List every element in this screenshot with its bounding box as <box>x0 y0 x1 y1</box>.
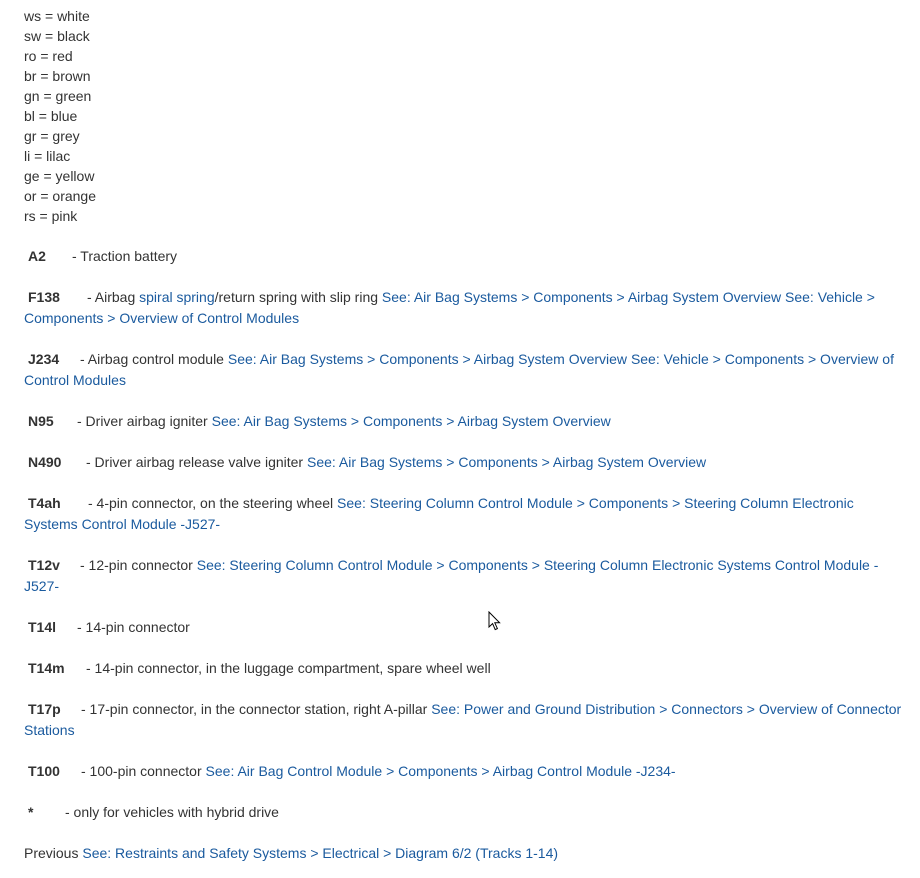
component-description: - Airbag control module <box>80 351 228 367</box>
component-description: - Driver airbag igniter <box>77 413 212 429</box>
legend-item: bl = blue <box>24 108 78 124</box>
see-link[interactable]: See: Air Bag Systems > Components > Airbag System Overview <box>227 351 628 367</box>
component-description: - 17-pin connector, in the connector station, right A-pillar <box>81 701 432 717</box>
component-description: - 14-pin connector, in the luggage compartment, spare wheel well <box>86 660 491 676</box>
see-link[interactable]: See: Steering Column Control Module > Components > Steering Column Electronic Systems Control Module -J527- <box>24 557 879 594</box>
component-list <box>24 246 910 823</box>
legend-item: br = brown <box>24 68 91 84</box>
component-description: - 4-pin connector, on the steering wheel <box>88 495 338 511</box>
component-description: - only for vehicles with hybrid drive <box>65 804 279 820</box>
component-entry-f138 <box>24 287 910 329</box>
see-link[interactable]: See: Vehicle > Components > Overview of Control Modules <box>24 351 894 388</box>
component-description: - 100-pin connector <box>81 763 206 779</box>
legend-item: ws = white <box>24 8 90 24</box>
previous-link[interactable]: See: Restraints and Safety Systems > Electrical > Diagram 6/2 (Tracks 1-14) <box>82 845 559 861</box>
component-entry-t14l <box>24 617 910 638</box>
see-link[interactable]: See: Air Bag Systems > Components > Airbag System Overview <box>306 454 707 470</box>
see-link[interactable]: See: Air Bag Control Module > Components > Airbag Control Module -J234- <box>205 763 676 779</box>
spacer <box>24 226 910 246</box>
see-link[interactable]: See: Power and Ground Distribution > Connectors > Overview of Connector Stations <box>24 701 902 738</box>
see-link[interactable]: See: Air Bag Systems > Components > Airbag System Overview <box>211 413 611 429</box>
component-entry-n95 <box>24 411 910 432</box>
legend-item: rs = pink <box>24 208 78 224</box>
document-body <box>24 6 910 878</box>
component-description: - Airbag <box>87 289 140 305</box>
component-code: J234 <box>28 351 60 367</box>
component-entry-n490 <box>24 452 910 473</box>
previous-label: Previous <box>24 845 83 861</box>
color-legend <box>24 6 910 226</box>
component-entry-t12v <box>24 555 910 597</box>
component-description-cont: /return spring with slip ring <box>214 289 382 305</box>
see-link[interactable]: See: Steering Column Control Module > Components > Steering Column Electronic Systems Control Module -J527- <box>24 495 854 532</box>
component-code: T12v <box>28 557 60 573</box>
component-entry-t4ah <box>24 493 910 535</box>
component-code: T17p <box>28 701 61 717</box>
component-description: - 12-pin connector <box>80 557 197 573</box>
component-entry-t100 <box>24 761 910 782</box>
component-description: - Driver airbag release valve igniter <box>86 454 307 470</box>
component-description: - Traction battery <box>72 248 178 264</box>
component-entry-j234 <box>24 349 910 391</box>
component-code: * <box>28 804 34 820</box>
legend-item: gr = grey <box>24 128 80 144</box>
component-code: F138 <box>28 289 60 305</box>
legend-item: li = lilac <box>24 148 71 164</box>
component-entry-t14m <box>24 658 910 679</box>
legend-item: ge = yellow <box>24 168 95 184</box>
component-code: N490 <box>28 454 62 470</box>
mouse-cursor-icon <box>488 611 502 631</box>
component-code: N95 <box>28 413 54 429</box>
see-link[interactable]: See: Vehicle > Components > Overview of Control Modules <box>24 289 875 326</box>
component-code: T14l <box>28 619 57 635</box>
component-description: - 14-pin connector <box>77 619 190 635</box>
component-entry-asterisk <box>24 802 910 823</box>
component-entry-t17p <box>24 699 910 741</box>
see-link[interactable]: See: Air Bag Systems > Components > Airbag System Overview <box>381 289 782 305</box>
component-code: T14m <box>28 660 65 676</box>
previous-navigation <box>24 843 910 864</box>
component-code: A2 <box>28 248 46 264</box>
spiral-spring-link[interactable]: spiral spring <box>139 289 215 305</box>
component-code: T100 <box>28 763 60 779</box>
legend-item: sw = black <box>24 28 90 44</box>
component-code: T4ah <box>28 495 61 511</box>
legend-item: gn = green <box>24 88 92 104</box>
component-entry-a2 <box>24 246 910 267</box>
legend-item: ro = red <box>24 48 73 64</box>
legend-item: or = orange <box>24 188 96 204</box>
